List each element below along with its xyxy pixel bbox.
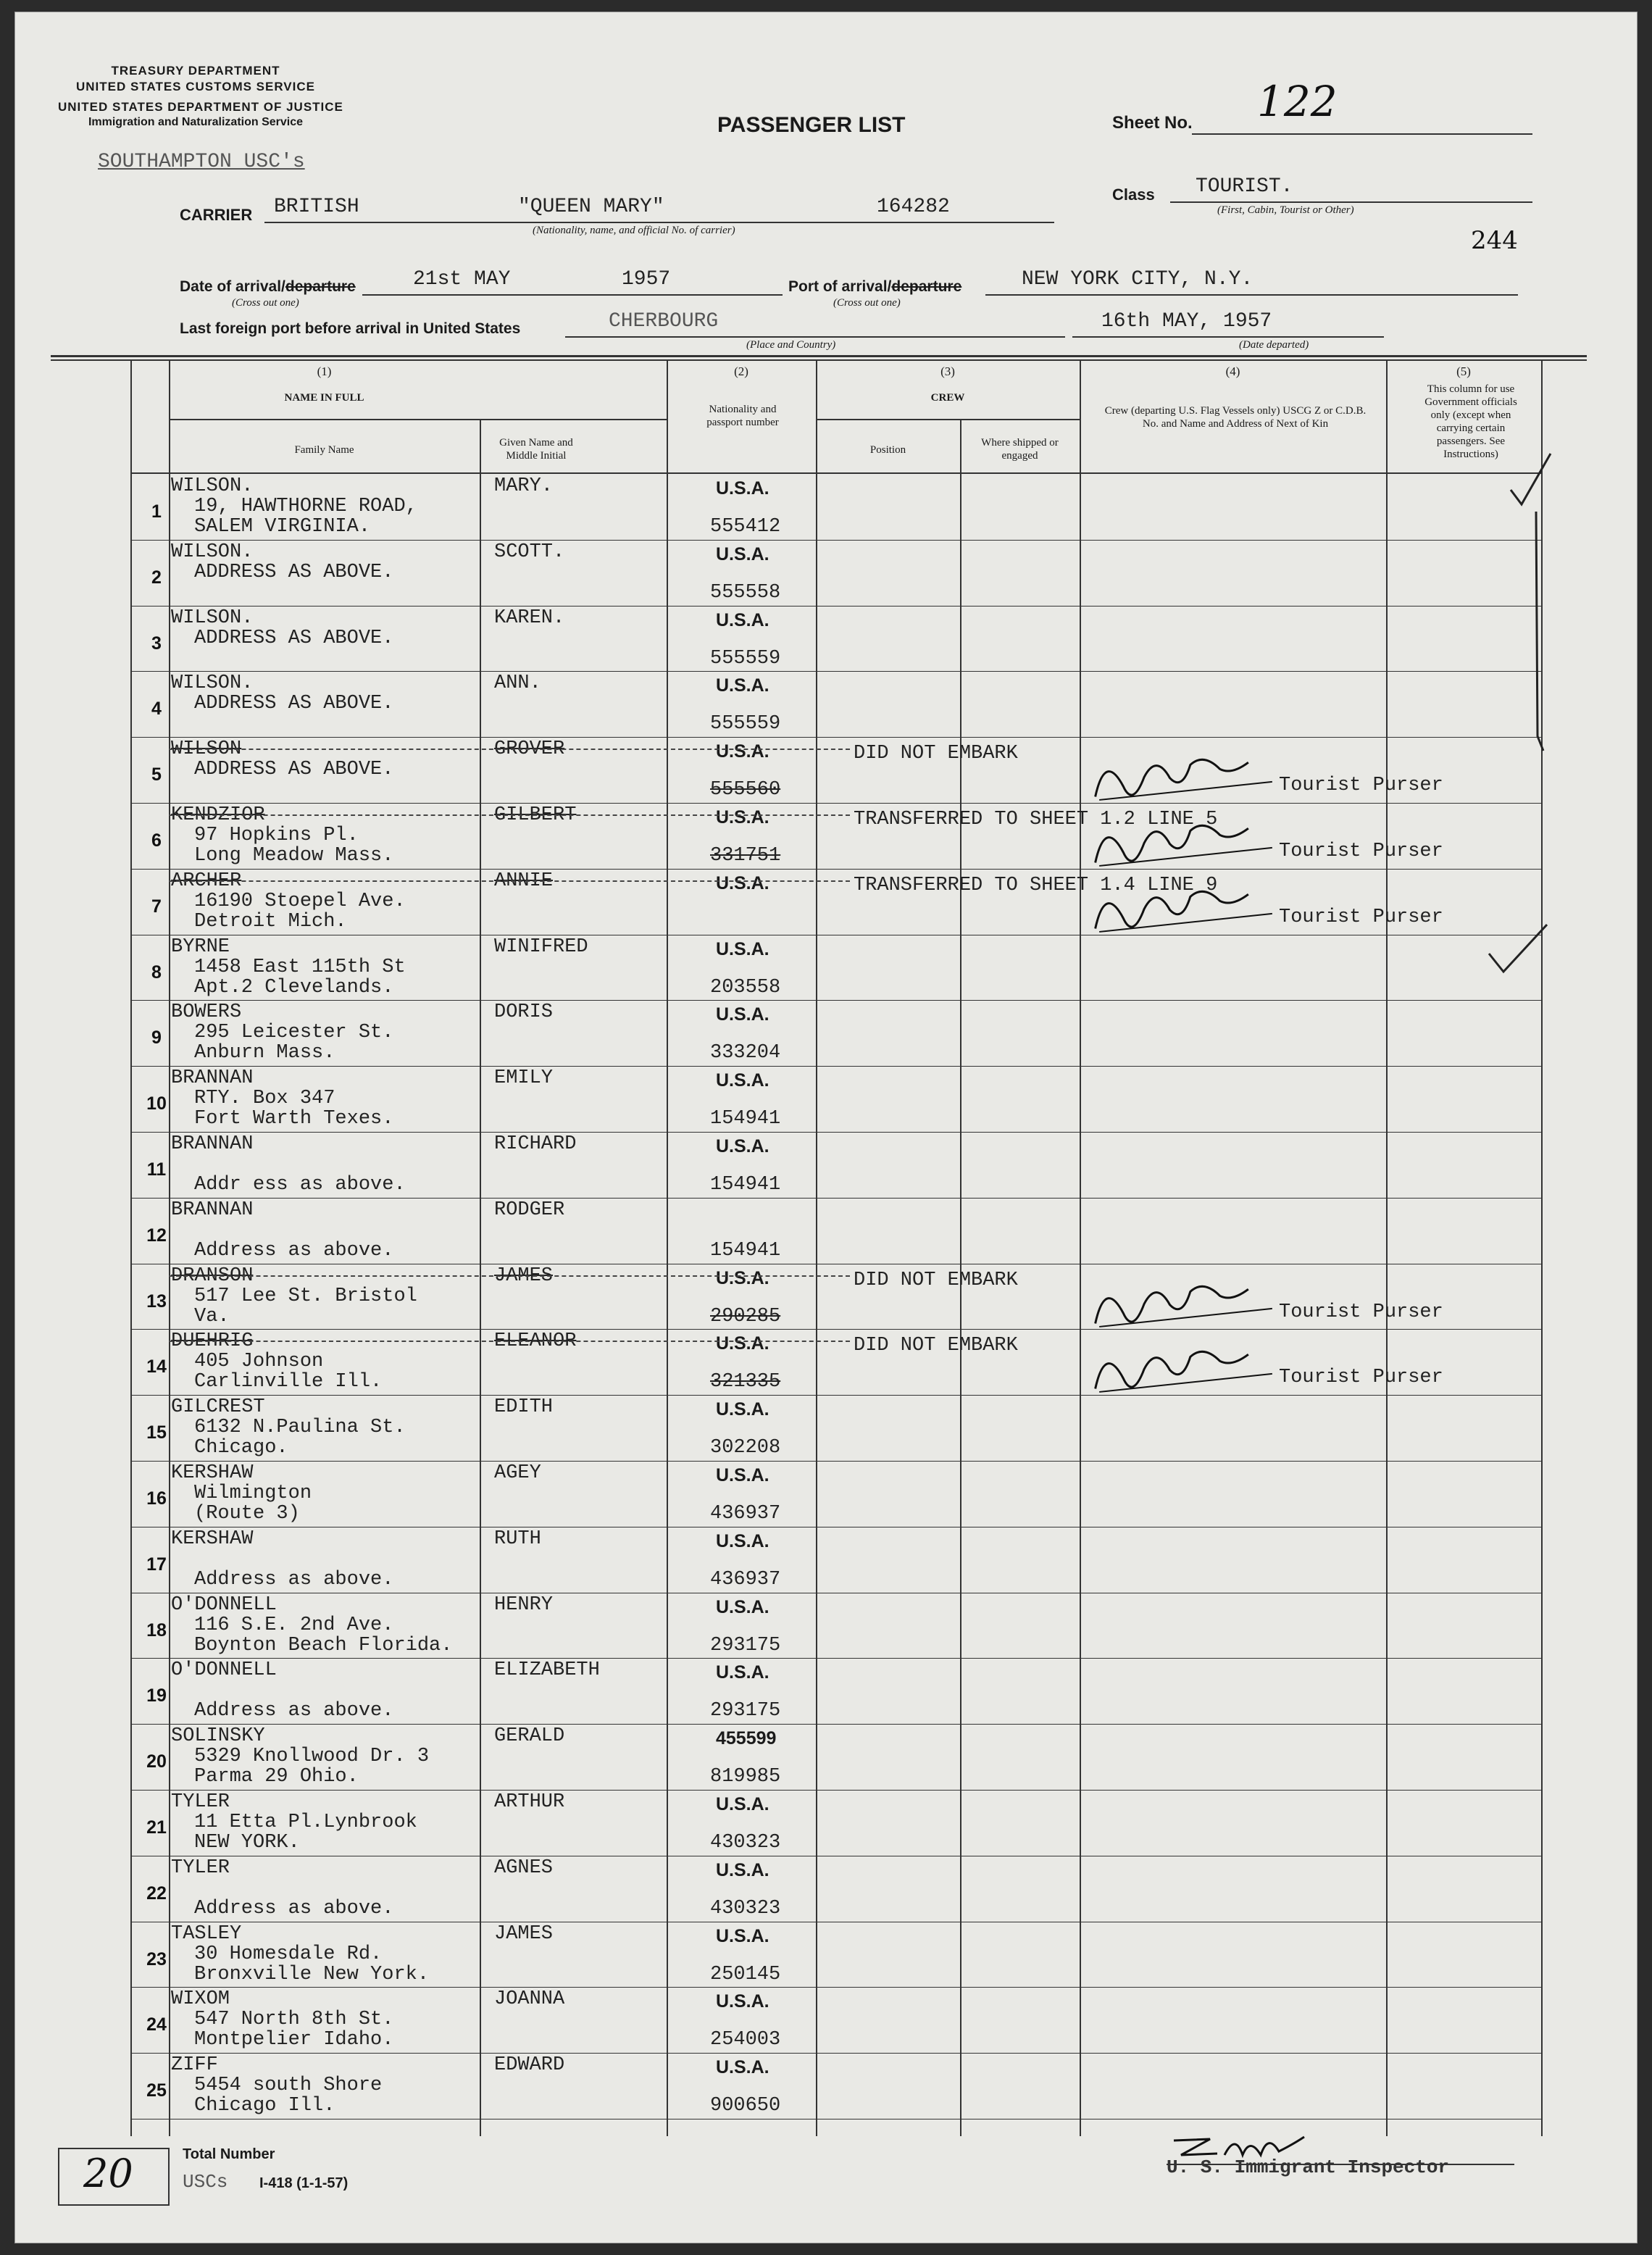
address-line-1: 30 Homesdale Rd. xyxy=(194,1943,383,1965)
passport-number: 154941 xyxy=(710,1239,781,1262)
row-divider xyxy=(130,737,1541,738)
passport-number: 293175 xyxy=(710,1634,781,1656)
sheet-number: 122 xyxy=(1257,77,1338,126)
passport-number: 321335 xyxy=(710,1371,781,1393)
line-number: 22 xyxy=(146,1883,167,1904)
col3-title: CREW xyxy=(930,392,965,404)
family-name: GILCREST xyxy=(171,1396,265,1419)
class-caption: (First, Cabin, Tourist or Other) xyxy=(1217,204,1354,216)
address-line-2: Apt.2 Clevelands. xyxy=(194,976,394,999)
given-name: JAMES xyxy=(494,1922,554,1945)
form-number: I-418 (1-1-57) xyxy=(259,2175,349,2191)
family-name: WILSON. xyxy=(171,672,254,695)
carrier-label: CARRIER xyxy=(180,206,253,224)
agency-justice: UNITED STATES DEPARTMENT OF JUSTICE xyxy=(58,100,343,114)
row-divider xyxy=(130,869,1541,870)
family-name: BYRNE xyxy=(171,935,230,958)
carrier-nationality: BRITISH xyxy=(274,196,359,218)
passport-number: 430323 xyxy=(710,1897,781,1920)
margin-number: 244 xyxy=(1471,226,1518,255)
total-label: Total Number xyxy=(183,2146,275,2162)
given-name: AGNES xyxy=(494,1856,554,1879)
row-divider xyxy=(130,1461,1541,1462)
address-line-1: 19, HAWTHORNE ROAD, xyxy=(194,496,417,517)
crew-remark: DID NOT EMBARK xyxy=(854,743,1018,765)
address-line-1: ADDRESS AS ABOVE. xyxy=(194,693,394,715)
crew-remark: DID NOT EMBARK xyxy=(854,1269,1018,1291)
row-divider xyxy=(130,1790,1541,1791)
family-name: ARCHER xyxy=(171,870,242,892)
row-divider xyxy=(130,1395,1541,1396)
address-line-1: 6132 N.Paulina St. xyxy=(194,1417,406,1439)
passport-number: 555412 xyxy=(710,516,781,538)
nationality: U.S.A. xyxy=(716,675,769,696)
col2-number: (2) xyxy=(734,364,748,378)
passport-number: 250145 xyxy=(710,1963,781,1985)
given-name: DORIS xyxy=(494,1001,554,1024)
col3-number: (3) xyxy=(940,364,955,378)
family-name: KERSHAW xyxy=(171,1462,254,1484)
given-name: RICHARD xyxy=(494,1133,577,1155)
given-name: GERALD xyxy=(494,1725,565,1748)
passport-number: 254003 xyxy=(710,2029,781,2051)
address-line-1: 1458 East 115th St xyxy=(194,956,406,978)
address-line-1: 116 S.E. 2nd Ave. xyxy=(194,1614,394,1636)
passport-number: 331751 xyxy=(710,845,781,867)
given-name: GILBERT xyxy=(494,804,577,826)
address-line-1: 5329 Knollwood Dr. 3 xyxy=(194,1746,430,1768)
nationality: U.S.A. xyxy=(716,1925,769,1946)
given-name: HENRY xyxy=(494,1593,554,1616)
nationality: 455599 xyxy=(716,1728,777,1749)
given-name: ARTHUR xyxy=(494,1791,565,1813)
address-line-2: SALEM VIRGINIA. xyxy=(194,516,371,538)
address-line-1: Wilmington xyxy=(194,1483,312,1504)
address-line-2: Parma 29 Ohio. xyxy=(194,1766,359,1788)
nationality: U.S.A. xyxy=(716,1465,769,1485)
row-divider xyxy=(130,1987,1541,1988)
line-number: 14 xyxy=(146,1356,167,1377)
purser-note: Tourist Purser xyxy=(1279,775,1443,797)
address-line-2: Address as above. xyxy=(194,1897,394,1920)
row-divider xyxy=(130,1198,1541,1199)
carrier-name: "QUEEN MARY" xyxy=(518,196,664,218)
address-line-2: Fort Warth Texes. xyxy=(194,1108,394,1130)
port-of-arrival: NEW YORK CITY, N.Y. xyxy=(1022,268,1253,291)
address-line-2: Boynton Beach Florida. xyxy=(194,1634,453,1656)
line-number: 13 xyxy=(146,1291,167,1312)
purser-signature-icon xyxy=(1084,1268,1277,1346)
address-line-1: ADDRESS AS ABOVE. xyxy=(194,759,394,781)
family-name: BRANNAN xyxy=(171,1199,254,1221)
row-divider xyxy=(130,1724,1541,1725)
agency-ins: Immigration and Naturalization Service xyxy=(88,116,304,128)
purser-note: Tourist Purser xyxy=(1279,1367,1443,1389)
line-number: 2 xyxy=(151,567,162,588)
nationality: U.S.A. xyxy=(716,807,769,828)
nationality: U.S.A. xyxy=(716,741,769,762)
passport-number: 819985 xyxy=(710,1766,781,1788)
line-number: 15 xyxy=(146,1422,167,1443)
given-name: RODGER xyxy=(494,1199,565,1221)
address-line-1: RTY. Box 347 xyxy=(194,1088,335,1110)
family-name: BRANNAN xyxy=(171,1133,254,1155)
purser-note: Tourist Purser xyxy=(1279,906,1443,928)
family-name: KERSHAW xyxy=(171,1527,254,1550)
passport-number: 555559 xyxy=(710,647,781,670)
nationality: U.S.A. xyxy=(716,872,769,893)
inspector-signature-icon xyxy=(1167,2126,1340,2169)
line-number: 21 xyxy=(146,1817,167,1838)
given-name: ANNIE xyxy=(494,870,554,892)
passport-number: 293175 xyxy=(710,1700,781,1722)
row-divider xyxy=(130,1000,1541,1001)
address-line-2: Address as above. xyxy=(194,1568,394,1591)
purser-note: Tourist Purser xyxy=(1279,1301,1443,1323)
given-name: JAMES xyxy=(494,1264,554,1287)
line-number: 12 xyxy=(146,1225,167,1246)
passport-number: 302208 xyxy=(710,1437,781,1459)
strike-through-line xyxy=(169,880,850,882)
given-name: EDWARD xyxy=(494,2054,565,2077)
address-line-2: Bronxville New York. xyxy=(194,1963,430,1985)
family-name: O'DONNELL xyxy=(171,1593,277,1616)
strike-through-line xyxy=(169,1341,850,1342)
family-name: WILSON. xyxy=(171,607,254,629)
given-name: KAREN. xyxy=(494,607,565,629)
nationality: U.S.A. xyxy=(716,1530,769,1551)
address-line-2: Chicago. xyxy=(194,1437,288,1459)
family-name: O'DONNELL xyxy=(171,1659,277,1682)
row-divider xyxy=(130,1658,1541,1659)
nationality: U.S.A. xyxy=(716,1596,769,1617)
passport-number: 436937 xyxy=(710,1568,781,1591)
col-position: Position xyxy=(869,444,906,456)
line-number: 5 xyxy=(151,764,162,785)
col2-title: Nationality and passport number xyxy=(706,404,779,428)
family-name: DUEHRIG xyxy=(171,1330,254,1353)
address-line-2: Chicago Ill. xyxy=(194,2095,335,2117)
arrival-date: 21st MAY xyxy=(413,268,511,291)
inspection-checkmark-icon-2 xyxy=(1485,917,1551,983)
address-line-2: Address as above. xyxy=(194,1239,394,1262)
passport-number: 555559 xyxy=(710,713,781,735)
line-number: 25 xyxy=(146,2080,167,2101)
line-number: 19 xyxy=(146,1685,167,1706)
given-name: ANN. xyxy=(494,672,541,695)
col-where-shipped: Where shipped or engaged xyxy=(981,437,1059,462)
foreign-port: CHERBOURG xyxy=(609,310,719,333)
col5-number: (5) xyxy=(1456,364,1471,378)
passport-number: 154941 xyxy=(710,1174,781,1196)
col-family-name: Family Name xyxy=(294,444,354,456)
line-number: 1 xyxy=(151,501,162,522)
address-line-2: Carlinville Ill. xyxy=(194,1371,383,1393)
line-number: 23 xyxy=(146,1948,167,1970)
arrival-label: Date of arrival/departure xyxy=(180,278,356,295)
usc-stamp: USCs xyxy=(183,2171,228,2193)
sheet-label: Sheet No. xyxy=(1112,113,1193,133)
port-label: Port of arrival/departure xyxy=(788,278,962,295)
given-name: RUTH xyxy=(494,1527,541,1550)
crew-remark: TRANSFERRED TO SHEET 1.4 LINE 9 xyxy=(854,874,1218,896)
passenger-list-sheet xyxy=(14,12,1638,2243)
family-name: DRANSON xyxy=(171,1264,254,1287)
passport-number: 436937 xyxy=(710,1503,781,1525)
page-title: PASSENGER LIST xyxy=(717,113,906,137)
foreign-port-label: Last foreign port before arrival in United States xyxy=(180,320,521,337)
passport-number: 555558 xyxy=(710,581,781,604)
nationality: U.S.A. xyxy=(716,609,769,630)
nationality: U.S.A. xyxy=(716,1399,769,1420)
strike-through-line xyxy=(169,749,850,750)
class-value: TOURIST. xyxy=(1196,175,1293,198)
row-divider xyxy=(130,671,1541,672)
address-line-2: Va. xyxy=(194,1305,230,1327)
family-name: ZIFF xyxy=(171,2054,218,2077)
address-line-2: Anburn Mass. xyxy=(194,1042,335,1064)
address-line-1: 11 Etta Pl.Lynbrook xyxy=(194,1812,417,1833)
inspector-label: U. S. Immigrant Inspector xyxy=(1167,2156,1450,2178)
line-number: 16 xyxy=(146,1488,167,1509)
family-name: WILSON. xyxy=(171,541,254,563)
carrier-caption: (Nationality, name, and official No. of carrier) xyxy=(533,225,735,236)
line-number: 24 xyxy=(146,2014,167,2035)
passport-number: 290285 xyxy=(710,1305,781,1327)
foreign-port-caption: (Place and Country) xyxy=(746,339,836,351)
family-name: TASLEY xyxy=(171,1922,242,1945)
col1-title: NAME IN FULL xyxy=(284,392,364,404)
address-line-2: Detroit Mich. xyxy=(194,910,347,933)
passport-number: 333204 xyxy=(710,1042,781,1064)
agency-customs: UNITED STATES CUSTOMS SERVICE xyxy=(75,80,315,93)
line-number: 17 xyxy=(146,1554,167,1575)
family-name: WIXOM xyxy=(171,1988,230,2011)
passport-number: 203558 xyxy=(710,976,781,999)
address-line-2: Address as above. xyxy=(194,1700,394,1722)
address-line-1: ADDRESS AS ABOVE. xyxy=(194,561,394,583)
given-name: ELIZABETH xyxy=(494,1659,600,1682)
crew-remark: TRANSFERRED TO SHEET 1.2 LINE 5 xyxy=(854,809,1218,830)
class-label: Class xyxy=(1112,186,1155,204)
address-line-1: 5454 south Shore xyxy=(194,2075,383,2097)
address-line-1: 517 Lee St. Bristol xyxy=(194,1285,417,1307)
family-name: BRANNAN xyxy=(171,1067,254,1090)
nationality: U.S.A. xyxy=(716,1991,769,2012)
passport-number: 900650 xyxy=(710,2095,781,2117)
nationality: U.S.A. xyxy=(716,1662,769,1683)
line-number: 8 xyxy=(151,962,162,983)
agency-treasury: TREASURY DEPARTMENT xyxy=(111,64,280,78)
family-name: WILSON xyxy=(171,738,242,761)
line-number: 11 xyxy=(146,1159,167,1180)
inspection-checkmark-icon xyxy=(1507,446,1565,765)
arrival-year: 1957 xyxy=(622,268,671,291)
address-line-1: 547 North 8th St. xyxy=(194,2009,394,2031)
address-line-2: Addr ess as above. xyxy=(194,1174,406,1196)
given-name: AGEY xyxy=(494,1462,541,1484)
row-divider xyxy=(130,1066,1541,1067)
col-given-name: Given Name and Middle Initial xyxy=(499,437,573,462)
given-name: GROVER xyxy=(494,738,565,761)
address-line-1: 97 Hopkins Pl. xyxy=(194,825,359,846)
given-name: ELEANOR xyxy=(494,1330,577,1353)
family-name: KENDZIOR xyxy=(171,804,265,826)
row-divider xyxy=(130,803,1541,804)
family-name: BOWERS xyxy=(171,1001,242,1024)
nationality: U.S.A. xyxy=(716,1136,769,1156)
family-name: SOLINSKY xyxy=(171,1725,265,1748)
passport-number: 154941 xyxy=(710,1108,781,1130)
given-name: EMILY xyxy=(494,1067,554,1090)
given-name: EDITH xyxy=(494,1396,554,1419)
col4-title: Crew (departing U.S. Flag Vessels only) USCG Z or C.D.B. No. and Name and Address of Next of Kin xyxy=(1104,405,1367,430)
passport-number: 555560 xyxy=(710,779,781,801)
address-line-1: 295 Leicester St. xyxy=(194,1022,394,1044)
line-number: 10 xyxy=(146,1093,167,1114)
nationality: U.S.A. xyxy=(716,543,769,564)
family-name: TYLER xyxy=(171,1791,230,1813)
nationality: U.S.A. xyxy=(716,1070,769,1091)
nationality: U.S.A. xyxy=(716,478,769,499)
address-line-2: (Route 3) xyxy=(194,1503,300,1525)
strike-through-line xyxy=(169,814,850,816)
nationality: U.S.A. xyxy=(716,2057,769,2078)
arrival-caption: (Cross out one) xyxy=(232,297,299,309)
given-name: WINIFRED xyxy=(494,935,588,958)
crew-remark: DID NOT EMBARK xyxy=(854,1335,1018,1357)
departure-date: 16th MAY, 1957 xyxy=(1101,310,1272,333)
total-value: 20 xyxy=(83,2151,133,2196)
address-line-2: Montpelier Idaho. xyxy=(194,2029,394,2051)
line-number: 18 xyxy=(146,1620,167,1641)
address-line-1: 405 Johnson xyxy=(194,1351,324,1373)
given-name: MARY. xyxy=(494,475,554,497)
address-line-1: ADDRESS AS ABOVE. xyxy=(194,627,394,649)
line-number: 20 xyxy=(146,1751,167,1772)
given-name: SCOTT. xyxy=(494,541,565,563)
row-divider xyxy=(130,1329,1541,1330)
row-divider xyxy=(130,606,1541,607)
departure-caption: (Date departed) xyxy=(1239,339,1309,351)
line-number: 9 xyxy=(151,1028,162,1049)
line-number: 4 xyxy=(151,699,162,720)
col5-title: This column for use Government officials only (except when carrying certain passengers. See Instructions) xyxy=(1424,383,1517,460)
port-caption: (Cross out one) xyxy=(833,297,901,309)
address-line-2: Long Meadow Mass. xyxy=(194,845,394,867)
line-number: 3 xyxy=(151,633,162,654)
row-divider xyxy=(130,540,1541,541)
nationality: U.S.A. xyxy=(716,1794,769,1814)
carrier-number: 164282 xyxy=(877,196,950,218)
nationality: U.S.A. xyxy=(716,1333,769,1354)
passport-number: 430323 xyxy=(710,1832,781,1854)
col4-number: (4) xyxy=(1225,364,1240,378)
given-name: JOANNA xyxy=(494,1988,565,2011)
row-divider xyxy=(130,2053,1541,2054)
purser-signature-icon xyxy=(1084,1334,1277,1412)
office-stamp: SOUTHAMPTON USC's xyxy=(98,151,305,173)
row-divider xyxy=(130,1132,1541,1133)
nationality: U.S.A. xyxy=(716,938,769,959)
nationality: U.S.A. xyxy=(716,1859,769,1880)
family-name: WILSON. xyxy=(171,475,254,497)
address-line-1: 16190 Stoepel Ave. xyxy=(194,890,406,912)
address-line-2: NEW YORK. xyxy=(194,1832,300,1854)
nationality: U.S.A. xyxy=(716,1004,769,1025)
col1-number: (1) xyxy=(317,364,332,378)
purser-note: Tourist Purser xyxy=(1279,841,1443,862)
strike-through-line xyxy=(169,1275,850,1277)
line-number: 7 xyxy=(151,896,162,917)
nationality: U.S.A. xyxy=(716,1267,769,1288)
family-name: TYLER xyxy=(171,1856,230,1879)
line-number: 6 xyxy=(151,830,162,851)
